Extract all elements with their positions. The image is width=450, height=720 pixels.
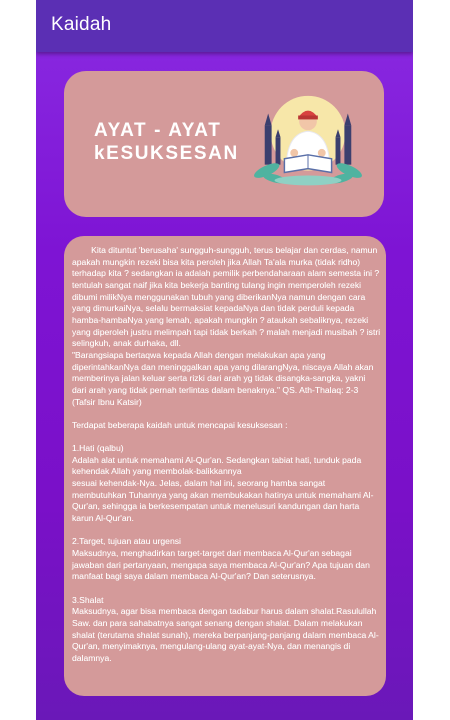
banner-title: AYAT - AYAT kESUKSESAN (94, 120, 239, 164)
app-bar-title: Kaidah (51, 14, 112, 35)
app-screen (36, 0, 413, 720)
reading-quran-icon (249, 86, 367, 204)
banner-card (64, 71, 384, 217)
article-text: Kita dituntut 'berusaha' sungguh-sungguh, terus belajar dan cerdas, namun apakah mungkin rezeki bisa kita peroleh jika Allah Ta'ala murka (tidak ridho) terhadap kita ? sedangkan ia adalah pemilik perbendaharaan alam semesta ini ? tentulah sangat naif jika kita bekerja banting tulang ingin memperoleh rezeki dibumi milikNya menggunakan tubuh yang diberikanNya namun dengan cara yang dimurkaiNya, selalu bermaksiat kepadaNya dan tidak perduli kepada hamba-hambaNya yang lemah, apakah mungkin ? ataukah sebaliknya, rezeki yang diperoleh justru melimpah tapi tidak berkah ? malah menjadi musibah ? istri selingkuh, anak durhaka, dll. "Barangsiapa bertaqwa kepada Allah dengan melakukan apa yang diperintahkanNya dan meninggalkan apa yang dilarangNya, niscaya Allah akan memberinya jalan keluar serta rizki dari arah yg tidak disangka-sangka, yakni dari arah yang tidak pernah terlintas dalam benaknya." QS. Ath-Thalaq: 2-3 (Tafsir Ibnu Katsir) Terdapat beberapa kaidah untuk mencapai kesuksesan : 1.Hati (qalbu) Adalah alat untuk memahami Al-Qur'an. Sedangkan tabiat hati, tunduk pada kehendak Allah yang membolak-balikkannya sesuai kehendak-Nya. Jelas, dalam hal ini, seorang hamba sangat membutuhkan Tuhannya yang akan membukakan hatinya untuk memahami Al-Qur'an, sehingga ia berkesempatan untuk menelusuri kandungan dan harta karun Al-Qur'an. 2.Target, tujuan atau urgensi Maksudnya, menghadirkan target-target dari membaca Al-Qur'an sebagai jawaban dari pertanyaan, mengapa saya membaca Al-Qur'an? Apa tujuan dan manfaat bagi saya dalam membaca Al-Qur'an? Dan seterusnya. 3.Shalat Maksudnya, agar bisa membaca dengan tadabur harus dalam shalat.Rasulullah Saw. dan para sahabatnya sangat senang dengan shalat. Dalam melakukan shalat (terutama shalat sunah), mereka berpanjang-panjang dalam membaca Al-Qur'an, menyimaknya, mengulang-ulang ayat-ayat-Nya, dan menangis di dalamnya. (72, 245, 381, 663)
app-bar (36, 0, 413, 52)
content-card[interactable] (64, 236, 386, 696)
